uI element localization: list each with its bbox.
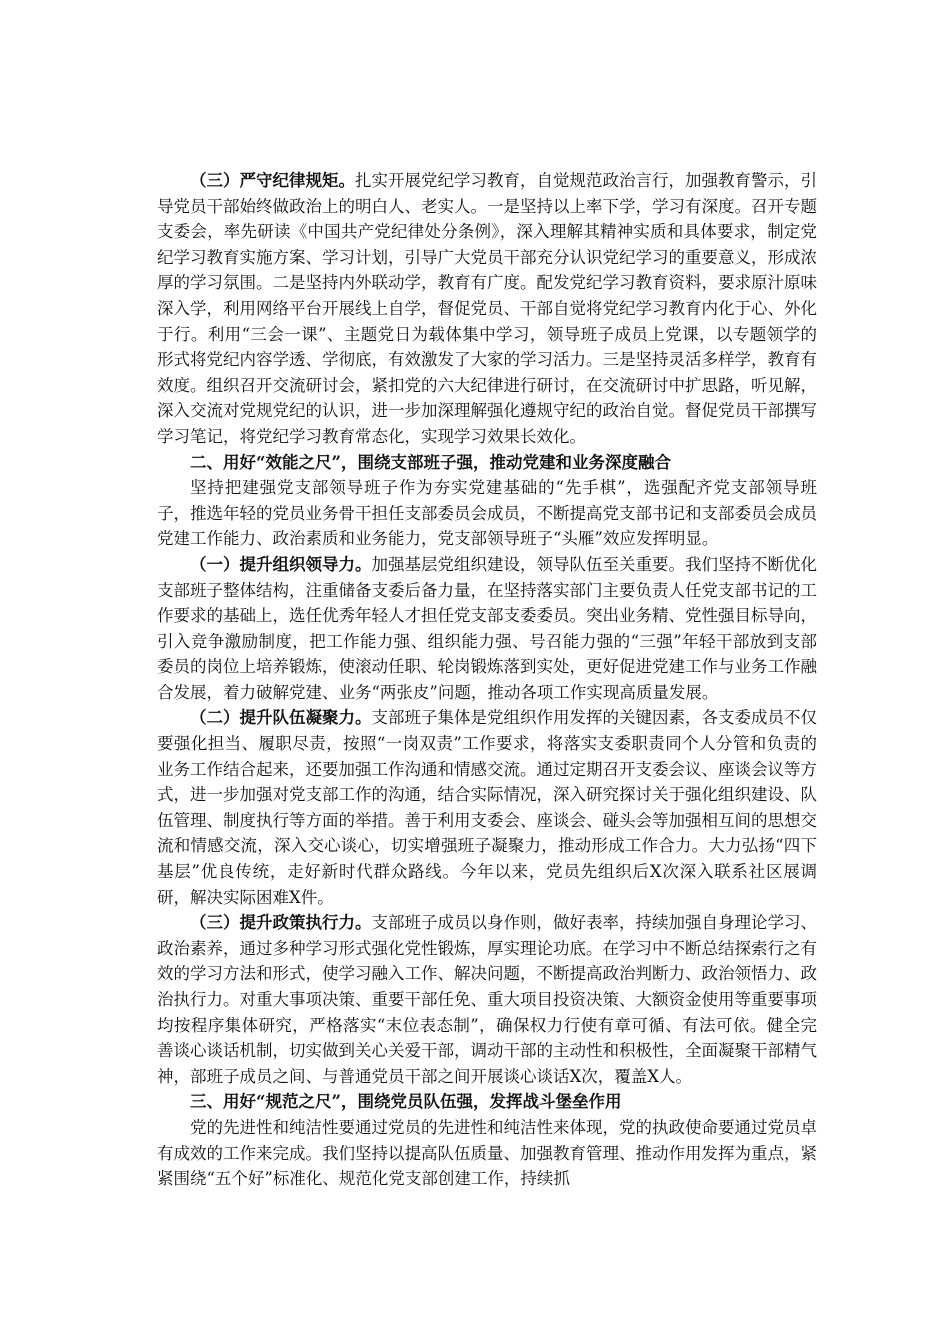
- paragraph-text: 支部班子集体是党组织作用发挥的关键因素，各支委成员不仅要强化担当、履职尽责，按照“一岗双责”工作要求，将落实支委职责同个人分管和负责的业务工作结合起来，还要加强工作沟通和情感交流。通过定期召开支委会议、座谈会议等方式，进一步加强对党支部工作的沟通，结合实际情况，深入研究探讨关于强化组织建设、队伍管理、制度执行等方面的举措。善于利用支委会、座谈会、碰头会等加强相互间的思想交流和情感交流，深入交心谈心，切实增强班子凝聚力，推动形成工作合力。大力弘扬“四下基层”优良传统，走好新时代群众路线。今年以来，党员先组织后X次深入联系社区展调研，解决实际困难X件。: [157, 708, 817, 907]
- paragraph-intro-2: [157, 475, 817, 552]
- document-body: [157, 168, 817, 1192]
- section-heading-2: 二、用好“效能之尺”，围绕支部班子强，推动党建和业务深度融合: [190, 452, 671, 472]
- paragraph-text: 党的先进性和纯洁性要通过党员的先进性和纯洁性来体现，党的执政使命要通过党员卓有成效的工作来完成。我们坚持以提高队伍质量、加强教育管理、推动作用发挥为重点，紧紧围绕“五个好”标准化、规范化党支部创建工作，持续抓: [157, 1117, 817, 1189]
- paragraph-intro-3: [157, 1115, 817, 1192]
- paragraph-text: 坚持把建强党支部领导班子作为夯实党建基础的“先手棋”，选强配齐党支部领导班子，推选年轻的党员业务骨干担任支部委员会成员，不断提高党支部书记和支部委员会成员党建工作能力、政治素质和业务能力，党支部领导班子“头雁”效应发挥明显。: [157, 478, 817, 549]
- paragraph-text: 加强基层党组织建设，领导队伍至关重要。我们坚持不断优化支部班子整体结构，注重储备支委后备力量，在坚持落实部门主要负责人任党支部书记的工作要求的基础上，选任优秀年轻人才担任党支部支委委员。突出业务精、党性强目标导向，引入竞争激励制度，把工作能力强、组织能力强、号召能力强的“三强”年轻干部放到支部委员的岗位上培养锻炼，使滚动任职、轮岗锻炼落到实处，更好促进党建工作与业务工作融合发展，着力破解党建、业务“两张皮”问题，推动各项工作实现高质量发展。: [157, 554, 817, 702]
- paragraph-lead: （三）提升政策执行力。: [190, 913, 372, 933]
- section-heading-3: 三、用好“规范之尺”，围绕党员队伍强，发挥战斗堡垒作用: [190, 1092, 622, 1112]
- paragraph-execution: [157, 910, 817, 1089]
- paragraph-text: 支部班子成员以身作则，做好表率，持续加强自身理论学习、政治素养，通过多种学习形式强化党性锻炼，厚实理论功底。在学习中不断总结探索行之有效的学习方法和形式，使学习融入工作、解决问题，不断提高政治判断力、政治领悟力、政治执行力。对重大事项决策、重要干部任免、重大项目投资决策、大额资金使用等重要事项均按程序集体研究，严格落实“末位表态制”，确保权力行使有章可循、有法可依。健全完善谈心谈话机制，切实做到关心关爱干部，调动干部的主动性和积极性，全面凝聚干部精气神，部班子成员之间、与普通党员干部之间开展谈心谈话X次，覆盖X人。: [157, 913, 817, 1086]
- paragraph-discipline: [157, 168, 817, 450]
- paragraph-text: 扎实开展党纪学习教育，自觉规范政治言行，加强教育警示，引导党员干部始终做政治上的明白人、老实人。一是坚持以上率下学，学习有深度。召开专题支委会，率先研读《中国共产党纪律处分条例》，深入理解其精神实质和具体要求，制定党纪学习教育实施方案、学习计划，引导广大党员干部充分认识党纪学习的重要意义，形成浓厚的学习氛围。二是坚持内外联动学，教育有广度。配发党纪学习教育资料，要求原汁原味深入学，利用网络平台开展线上自学，督促党员、干部自觉将党纪学习教育内化于心、外化于行。利用“三会一课”、主题党日为载体集中学习，领导班子成员上党课，以专题领学的形式将党纪内容学透、学彻底，有效激发了大家的学习活力。三是坚持灵活多样学，教育有效度。组织召开交流研讨会，紧扣党的六大纪律进行研讨，在交流研讨中扩思路，听见解，深入交流对党规党纪的认识，进一步加深理解强化遵规守纪的政治自觉。督促党员干部撰写学习笔记，将党纪学习教育常态化，实现学习效果长效化。: [157, 171, 817, 446]
- paragraph-cohesion: [157, 705, 817, 910]
- paragraph-lead: （三）严守纪律规矩。: [190, 171, 355, 190]
- paragraph-lead: （二）提升队伍凝聚力。: [190, 708, 372, 728]
- paragraph-leadership: [157, 552, 817, 706]
- paragraph-lead: （一）提升组织领导力。: [190, 554, 372, 574]
